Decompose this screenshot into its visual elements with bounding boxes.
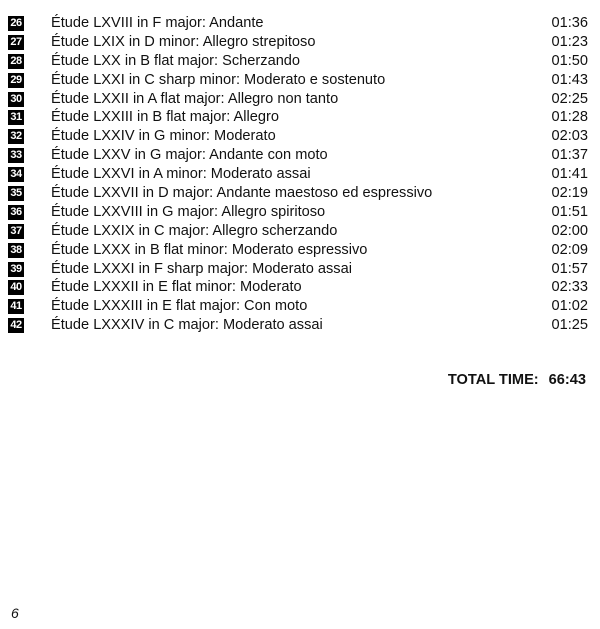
- track-row: [8, 33, 588, 52]
- track-duration: 01:57: [551, 260, 588, 277]
- track-row: [8, 278, 588, 297]
- track-number: 41: [8, 299, 24, 314]
- track-number: 27: [8, 35, 24, 50]
- track-title: Étude LXXX in B flat minor: Moderato espressivo: [51, 241, 368, 258]
- track-row: [8, 222, 588, 241]
- track-list: [8, 14, 588, 335]
- track-title: Étude LXXXIII in E flat major: Con moto: [51, 298, 308, 315]
- track-number: 40: [8, 280, 24, 295]
- track-duration: 01:23: [551, 33, 588, 50]
- track-number: 29: [8, 73, 24, 88]
- track-duration: 01:41: [551, 166, 588, 183]
- track-number: 42: [8, 318, 24, 333]
- track-duration: 02:25: [551, 90, 588, 107]
- track-duration: 01:37: [551, 147, 588, 164]
- track-number: 39: [8, 262, 24, 277]
- track-number: 38: [8, 243, 24, 258]
- track-row: [8, 127, 588, 146]
- track-title: Étude LXXV in G major: Andante con moto: [51, 147, 328, 164]
- track-number: 36: [8, 205, 24, 220]
- track-duration: 02:33: [551, 279, 588, 296]
- track-row: [8, 165, 588, 184]
- track-row: [8, 184, 588, 203]
- total-time-label: TOTAL TIME:: [447, 372, 539, 388]
- track-duration: 01:36: [551, 15, 588, 31]
- track-number: 28: [8, 54, 24, 69]
- track-duration: 01:25: [551, 317, 588, 334]
- track-number: 35: [8, 186, 24, 201]
- track-title: Étude LXXVIII in G major: Allegro spiritoso: [51, 203, 326, 220]
- track-duration: 01:51: [551, 203, 588, 220]
- total-time-value: 66:43: [548, 372, 586, 388]
- track-duration: 01:28: [551, 109, 588, 126]
- track-row: [8, 71, 588, 90]
- track-row: [8, 297, 588, 316]
- track-row: [8, 241, 588, 260]
- track-title: Étude LXXII in A flat major: Allegro non tanto: [51, 90, 339, 107]
- track-duration: 01:50: [551, 52, 588, 69]
- page-number: 6: [11, 605, 19, 621]
- track-title: Étude LXXIV in G minor: Moderato: [51, 128, 276, 145]
- track-number: 30: [8, 92, 24, 107]
- track-duration: 02:03: [551, 128, 588, 145]
- track-title: Étude LXXIII in B flat major: Allegro: [51, 109, 279, 126]
- track-row: [8, 316, 588, 335]
- track-duration: 01:02: [551, 298, 588, 315]
- track-title: Étude LXXXI in F sharp major: Moderato assai: [51, 260, 352, 277]
- track-row: [8, 14, 588, 33]
- track-row: [8, 108, 588, 127]
- track-duration: 02:09: [551, 241, 588, 258]
- track-row: [8, 90, 588, 109]
- track-title: Étude LXXIX in C major: Allegro scherzando: [51, 222, 338, 239]
- track-row: [8, 203, 588, 222]
- track-duration: 02:00: [551, 222, 588, 239]
- total-time: [448, 372, 586, 388]
- track-title: Étude LXXI in C sharp minor: Moderato e sostenuto: [51, 71, 386, 88]
- track-duration: 01:43: [551, 71, 588, 88]
- track-title: Étude LXXXIV in C major: Moderato assai: [51, 317, 323, 334]
- track-row: [8, 52, 588, 71]
- track-number: 34: [8, 167, 24, 182]
- track-duration: 02:19: [551, 185, 588, 202]
- track-title: Étude LXVIII in F major: Andante: [51, 15, 264, 31]
- track-number: 26: [8, 16, 24, 31]
- track-number: 33: [8, 148, 24, 163]
- track-number: 32: [8, 129, 24, 144]
- track-title: Étude LXX in B flat major: Scherzando: [51, 52, 301, 69]
- track-title: Étude LXXVII in D major: Andante maestoso ed espressivo: [51, 185, 433, 202]
- track-row: [8, 260, 588, 279]
- track-title: Étude LXIX in D minor: Allegro strepitoso: [51, 33, 316, 50]
- track-title: Étude LXXVI in A minor: Moderato assai: [51, 166, 311, 183]
- track-row: [8, 146, 588, 165]
- track-number: 31: [8, 110, 24, 125]
- track-title: Étude LXXXII in E flat minor: Moderato: [51, 279, 302, 296]
- track-number: 37: [8, 224, 24, 239]
